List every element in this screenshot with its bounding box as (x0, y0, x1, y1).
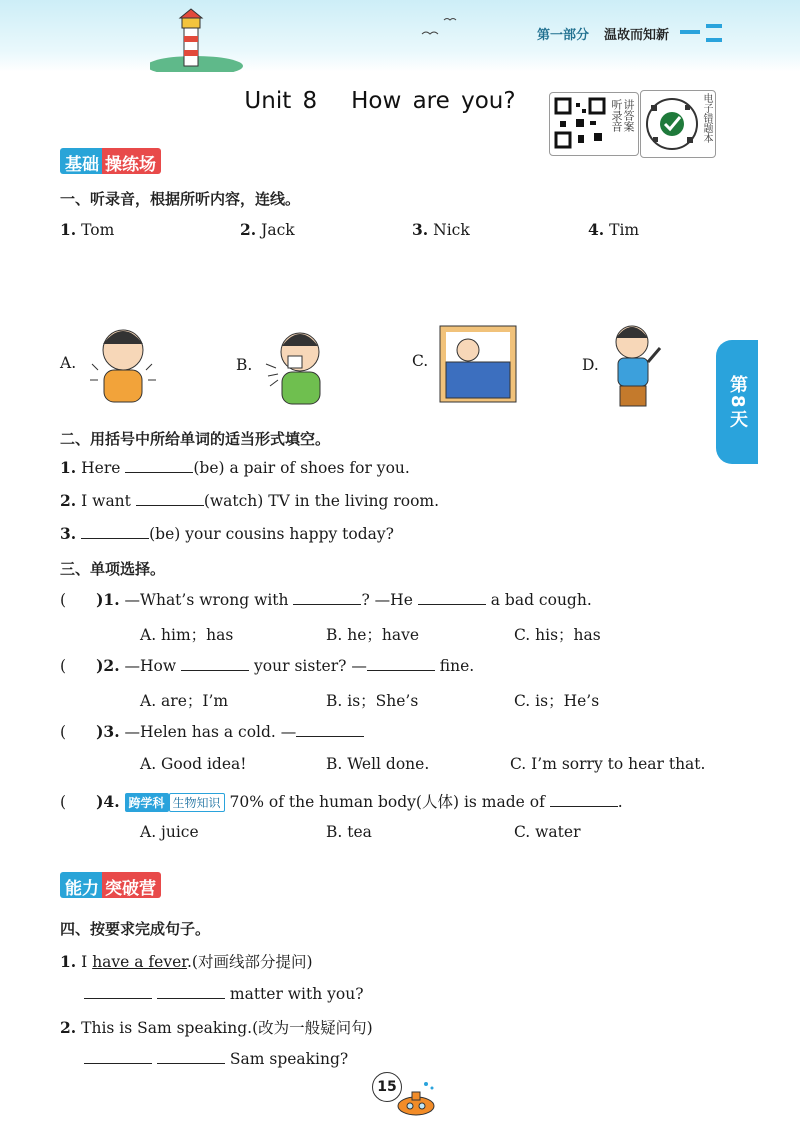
qr-code-icon (554, 97, 606, 149)
section-badge-ability (60, 872, 161, 898)
underlined-part: have a fever (92, 953, 187, 971)
boy-sneezing-icon (262, 324, 332, 408)
q2-item-3 (60, 524, 394, 543)
qr-listen-label: 听录音 (610, 99, 623, 132)
part-tag: 第一部分 (537, 28, 590, 43)
answer-blank[interactable] (81, 524, 149, 539)
num: 1. (60, 952, 77, 971)
choice-slot[interactable] (66, 723, 96, 737)
answer-blank[interactable] (367, 656, 435, 671)
q3-1-option-b: B. he；have (326, 626, 420, 644)
part: ? —He (361, 591, 413, 609)
pic-label-b: B. (236, 356, 253, 374)
q1-heading: 一、听录音，根据所听内容，连线。 (60, 190, 301, 208)
submarine-icon (392, 1078, 438, 1118)
answer-blank[interactable] (84, 1049, 152, 1064)
q3-heading: 三、单项选择。 (60, 560, 166, 578)
badge-part-a: 基础 (60, 148, 102, 174)
name: Jack (261, 221, 295, 239)
text-pre: I (81, 953, 93, 971)
part: fine. (439, 657, 475, 675)
num: 1. (103, 590, 120, 609)
text-after: (be) your cousins happy today? (149, 525, 394, 543)
q4-answer-1 (84, 984, 364, 1003)
text-before: Here (81, 459, 121, 477)
paren-open: ( (60, 657, 67, 675)
paren-close: ) (96, 722, 104, 741)
answer-blank[interactable] (181, 656, 249, 671)
q3-2-option-c: C. is；He’s (514, 692, 600, 710)
qr-ebook-icon (645, 97, 699, 151)
decor-strokes-icon (680, 20, 726, 48)
pic-label-c: C. (412, 352, 429, 370)
text-after: (be) a pair of shoes for you. (193, 459, 410, 477)
qr-explain-label: 讲答案 (622, 99, 635, 132)
part: —What’s wrong with (124, 591, 289, 609)
q2-heading: 二、用括号中所给单词的适当形式填空。 (60, 430, 331, 448)
text-after: (watch) TV in the living room. (203, 492, 440, 510)
text-before: I want (81, 492, 131, 510)
q3-item-2 (60, 656, 474, 675)
answer-tail: Sam speaking? (229, 1050, 349, 1068)
answer-blank[interactable] (125, 458, 193, 473)
answer-blank[interactable] (293, 590, 361, 605)
num: 4. (588, 220, 605, 239)
num: 2. (240, 220, 257, 239)
qr-listen-box[interactable] (549, 92, 639, 156)
num: 4. (103, 792, 120, 811)
num: 2. (60, 491, 77, 510)
q1-name-3 (412, 220, 470, 239)
boy-shivering-cold-icon (88, 322, 158, 406)
name: Tim (609, 221, 640, 239)
text-pre: This is Sam speaking. (81, 1019, 253, 1037)
q3-4-option-a: A. juice (140, 823, 199, 841)
answer-blank[interactable] (157, 984, 225, 999)
q3-item-1 (60, 590, 592, 609)
cross-subject-tag: 跨学科 (125, 793, 169, 812)
badge-part-a: 能力 (60, 872, 102, 898)
page-title: Unit 8 How are you? (244, 88, 516, 114)
name: Nick (433, 221, 470, 239)
part-title: 温故而知新 (604, 28, 670, 43)
part: your sister? — (254, 657, 367, 675)
q4-heading: 四、按要求完成句子。 (60, 920, 211, 938)
q3-2-option-a: A. are；I’m (140, 692, 229, 710)
q3-1-option-a: A. him；has (140, 626, 234, 644)
boy-in-bed-icon (438, 322, 518, 404)
badge-part-b: 操练场 (102, 148, 161, 174)
paren-open: ( (60, 793, 67, 811)
q1-name-2 (240, 220, 295, 239)
biology-tag: 生物知识 (169, 793, 225, 812)
q3-item-3 (60, 722, 364, 741)
answer-blank[interactable] (84, 984, 152, 999)
part: 70% of the human body(人体) is made of (229, 793, 545, 811)
answer-blank[interactable] (136, 491, 204, 506)
q3-item-4 (60, 790, 623, 812)
text-post: .(对画线部分提问) (186, 953, 313, 971)
num: 2. (60, 1018, 77, 1037)
q4-item-2 (60, 1016, 373, 1038)
answer-blank[interactable] (157, 1049, 225, 1064)
section-badge-basic (60, 148, 161, 174)
choice-slot[interactable] (66, 591, 96, 605)
paren-close: ) (96, 590, 104, 609)
answer-blank[interactable] (550, 792, 618, 807)
paren-open: ( (60, 723, 67, 741)
num: 1. (60, 220, 77, 239)
q1-name-1 (60, 220, 114, 239)
choice-slot[interactable] (66, 793, 96, 807)
q4-item-1 (60, 950, 313, 972)
name: Tom (81, 221, 115, 239)
qr-ebook-label: 电子错题本 (701, 93, 712, 143)
num: 3. (412, 220, 429, 239)
paren-open: ( (60, 591, 67, 609)
answer-blank[interactable] (418, 590, 486, 605)
answer-blank[interactable] (296, 722, 364, 737)
part: . (617, 793, 623, 811)
q3-4-option-b: B. tea (326, 823, 372, 841)
q4-answer-2 (84, 1049, 348, 1068)
q3-3-option-a: A. Good idea! (140, 755, 247, 773)
pic-label-d: D. (582, 356, 599, 374)
q2-item-2 (60, 491, 439, 510)
q1-name-4 (588, 220, 639, 239)
text-post: (改为一般疑问句) (252, 1019, 373, 1037)
badge-part-b: 突破营 (102, 872, 161, 898)
q3-2-option-b: B. is；She’s (326, 692, 419, 710)
lighthouse-icon (150, 6, 250, 72)
paren-close: ) (96, 792, 104, 811)
choice-slot[interactable] (66, 657, 96, 671)
q3-1-option-c: C. his；has (514, 626, 601, 644)
part: —How (124, 657, 177, 675)
num: 1. (60, 458, 77, 477)
q2-item-1 (60, 458, 410, 477)
page-number: 15 (372, 1072, 402, 1102)
num: 2. (103, 656, 120, 675)
day-tab: 第8天 (716, 340, 758, 464)
q3-3-option-c: C. I’m sorry to hear that. (510, 755, 706, 773)
birds-icon (420, 14, 460, 40)
part: a bad cough. (490, 591, 592, 609)
q3-3-option-b: B. Well done. (326, 755, 430, 773)
qr-ebook-box[interactable] (640, 90, 716, 158)
boy-headache-icon (604, 320, 668, 410)
num: 3. (60, 524, 77, 543)
answer-tail: matter with you? (229, 985, 364, 1003)
num: 3. (103, 722, 120, 741)
paren-close: ) (96, 656, 104, 675)
part: —Helen has a cold. — (124, 723, 297, 741)
pic-label-a: A. (60, 354, 77, 372)
q3-4-option-c: C. water (514, 823, 581, 841)
